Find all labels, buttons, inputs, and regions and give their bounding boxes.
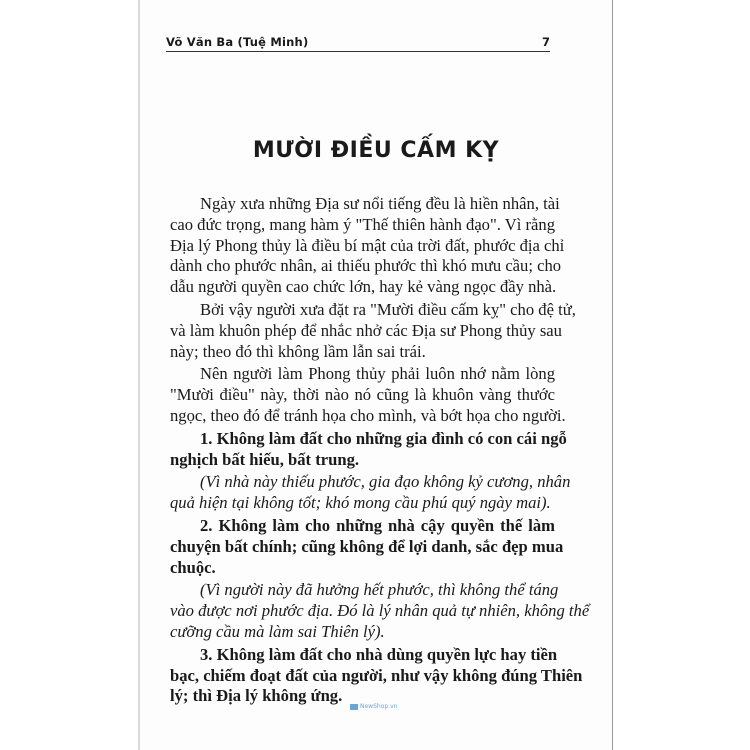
rule-item	[170, 644, 583, 707]
text-line: chuộc.	[170, 557, 216, 577]
watermark-logo-icon	[350, 704, 358, 710]
text-line: cưỡng cầu mà làm sai Thiên lý).	[170, 621, 385, 641]
paragraph	[170, 364, 566, 426]
text-line: dành cho phước nhân, ai thiếu phước thì khó mưu cầu; cho	[170, 256, 562, 276]
text-line: 3. Không làm đất cho nhà dùng quyền lực hay tiền	[200, 644, 558, 664]
rule-item	[170, 428, 567, 471]
text-line: chuyện bất chính; cũng không để lợi danh, sắc đẹp mua	[170, 536, 564, 556]
text-line: dẫu người quyền cao chức lớn, hay kẻ vàng ngọc đầy nhà.	[170, 277, 557, 297]
text-line: 1. Không làm đất cho những gia đình có con cái ngỗ	[200, 428, 567, 448]
page-body	[170, 194, 590, 709]
text-line: Nên người làm Phong thủy phải luôn nhớ nằm lòng	[200, 364, 555, 384]
rule-explanation	[170, 580, 590, 642]
header-author: Võ Văn Ba (Tuệ Minh)	[166, 35, 309, 49]
text-line: (Vì nhà này thiếu phước, gia đạo không kỷ cương, nhân	[200, 472, 571, 492]
page-number: 7	[541, 35, 550, 49]
text-line: lý; thì Địa lý không ứng.	[170, 686, 343, 706]
text-line: bạc, chiếm đoạt đất của người, như vậy không đúng Thiên	[170, 665, 583, 685]
text-line: cao đức trọng, mang hàm ý "Thế thiên hành đạo". Vì rằng	[170, 214, 555, 234]
text-line: (Vì người này đã hưởng hết phước, thì không thể táng	[200, 580, 559, 600]
paragraph	[170, 299, 576, 362]
text-line: Ngày xưa những Địa sư nổi tiếng đều là hiền nhân, tài	[200, 194, 560, 213]
text-line: và làm khuôn phép để nhắc nhở các Địa sư Phong thủy sau	[170, 320, 562, 340]
text-line: vào được nơi phước địa. Đó là lý nhân quả tự nhiên, không thể	[170, 601, 590, 621]
text-line: "Mười điều" này, thời nào nó cũng là khuôn vàng thước	[170, 385, 555, 405]
text-line: nghịch bất hiếu, bất trung.	[170, 449, 360, 469]
text-line: Bởi vậy người xưa đặt ra "Mười điều cấm kỵ" cho đệ tử,	[200, 299, 576, 319]
text-line: quả hiện tại không tốt; khó mong cầu phú quý ngày mai).	[170, 493, 551, 513]
rule-explanation	[170, 472, 571, 514]
watermark: NewShop.vn	[350, 703, 397, 710]
text-line: ngọc, theo đó để tránh họa cho mình, và bớt họa cho người.	[170, 405, 566, 425]
text-line: này; theo đó thì không lầm lẫn sai trái.	[170, 341, 426, 361]
running-header	[166, 33, 550, 52]
rule-item	[170, 515, 564, 578]
paragraph	[170, 194, 565, 298]
text-line: 2. Không làm cho những nhà cậy quyền thế làm	[200, 515, 555, 535]
text-line: Địa lý Phong thủy là điều bí mật của trời đất, phước địa chỉ	[170, 235, 565, 255]
chapter-title: MƯỜI ĐIỀU CẤM KỴ	[252, 138, 500, 163]
